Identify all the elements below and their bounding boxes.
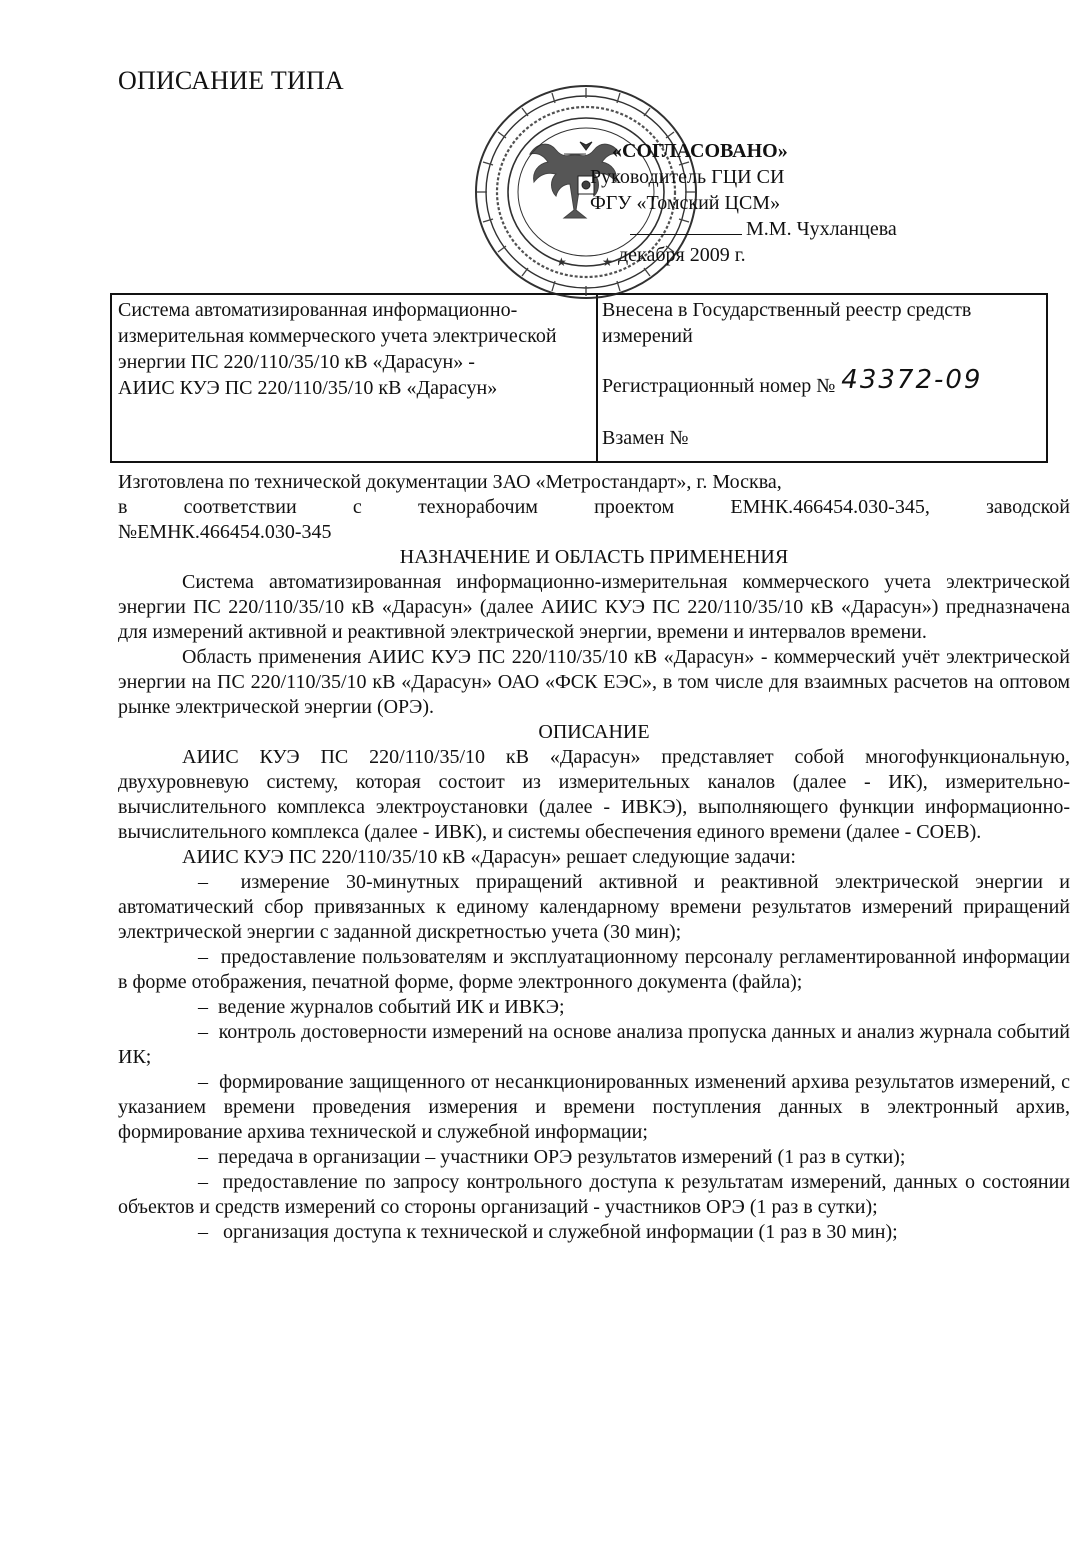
list-item-text: формирование защищенного от несанкционированных изменений архива результатов измерений, с указанием времени проведения измерения и времени поступления данных в электронный архив, формирование архива технической и служебной информации;: [118, 1071, 1070, 1143]
list-item: [118, 1070, 1070, 1145]
manufacture-line-3: №ЕМНК.466454.030-345: [118, 521, 332, 543]
approval-signature-line: [630, 216, 897, 242]
purpose-paragraph-1: Система автоматизированная информационно-измерительная коммерческого учета электрической энергии ПС 220/110/35/10 кВ «Дарасун» (далее АИИС КУЭ ПС 220/110/35/10 кВ «Дарасун») предназначена для измерений активной и реактивной электрической энергии, времени и интервалов времени.: [118, 571, 1070, 643]
approval-title: «СОГЛАСОВАНО»: [612, 140, 788, 162]
document-type-title: ОПИСАНИЕ ТИПА: [118, 66, 344, 95]
description-paragraph-2: АИИС КУЭ ПС 220/110/35/10 кВ «Дарасун» решает следующие задачи:: [182, 846, 796, 868]
list-dash: –: [198, 1221, 208, 1243]
system-short-name: АИИС КУЭ ПС 220/110/35/10 кВ «Дарасун»: [118, 377, 498, 399]
approval-signer: М.М. Чухланцева: [746, 218, 897, 240]
svg-text:★: ★: [556, 255, 567, 269]
list-item-text: контроль достоверности измерений на основе анализа пропуска данных и анализ журнала событий ИК;: [118, 1021, 1071, 1068]
list-item-text: ведение журналов событий ИК и ИВКЭ;: [218, 996, 565, 1018]
section-heading-description: ОПИСАНИЕ: [538, 721, 650, 743]
list-dash: –: [198, 1071, 208, 1093]
replaces-label: Взамен №: [602, 427, 689, 449]
list-item-text: предоставление пользователям и эксплуатационному персоналу регламентированной информации в форме отображения, печатной форме, форме электронного документа (файла);: [118, 946, 1070, 993]
section-heading-purpose: НАЗНАЧЕНИЕ И ОБЛАСТЬ ПРИМЕНЕНИЯ: [399, 546, 789, 568]
system-name-cell: [112, 295, 598, 461]
manufacture-info: [118, 470, 1070, 545]
document-body: [118, 470, 1070, 1245]
list-item: [118, 1220, 1070, 1245]
list-dash: –: [198, 946, 208, 968]
purpose-paragraph-2: Область применения АИИС КУЭ ПС 220/110/35/10 кВ «Дарасун» - коммерческий учёт электрической энергии на ПС 220/110/35/10 кВ «Дарасун» ОАО «ФСК ЕЭС», в том числе для взаимных расчетов на оптовом рынке электрической энергии (ОРЭ).: [118, 646, 1070, 718]
list-dash: –: [198, 1146, 208, 1168]
list-item: [118, 1170, 1070, 1220]
list-item: [118, 945, 1070, 995]
list-dash: –: [198, 1021, 208, 1043]
list-item-text: передача в организации – участники ОРЭ результатов измерений (1 раз в сутки);: [218, 1146, 906, 1168]
registry-cell: [598, 295, 1046, 461]
approval-position: Руководитель ГЦИ СИ: [590, 166, 785, 188]
list-dash: –: [198, 1171, 208, 1193]
registry-text: Внесена в Государственный реестр средств измерений: [602, 299, 972, 347]
list-item: [118, 995, 1070, 1020]
list-item-text: предоставление по запросу контрольного доступа к результатам измерений, данных о состоянии объектов и средств измерений со стороны организаций - участников ОРЭ (1 раз в сутки);: [118, 1171, 1070, 1218]
manufacture-line-2: в соответствии с технорабочим проектом ЕМНК.466454.030-345, заводской: [118, 496, 1070, 518]
list-item: [118, 1020, 1070, 1070]
registration-table: [110, 293, 1048, 463]
registration-label: Регистрационный номер №: [602, 375, 836, 397]
list-item-text: измерение 30-минутных приращений активной и реактивной электрической энергии и автоматический сбор привязанных к единому календарному времени результатов измерений приращений электрической энергии с заданной дискретностью учета (30 мин);: [118, 871, 1071, 943]
list-item-text: организация доступа к технической и служебной информации (1 раз в 30 мин);: [223, 1221, 898, 1243]
list-dash: –: [198, 871, 208, 893]
svg-text:★: ★: [602, 255, 613, 269]
approval-date: декабря 2009 г.: [618, 244, 746, 266]
approval-block: [590, 138, 897, 268]
list-dash: –: [198, 996, 208, 1018]
list-item: [118, 870, 1070, 945]
approval-organization: ФГУ «Томский ЦСМ»: [590, 192, 781, 214]
description-paragraph-1: АИИС КУЭ ПС 220/110/35/10 кВ «Дарасун» представляет собой многофункциональную, двухуровневую систему, которая состоит из измерительных каналов (далее - ИК), измерительно-вычислительного комплекса электроустановки (далее - ИВКЭ), выполняющего функции информационно-вычислительного комплекса (далее - ИВК), и системы обеспечения единого времени (далее - СОЕВ).: [118, 746, 1070, 843]
signature-blank: [630, 218, 742, 235]
system-name: Система автоматизированная информационно-измерительная коммерческого учета электрической энергии ПС 220/110/35/10 кВ «Дарасун» -: [118, 299, 557, 373]
registration-number: 43372-09: [841, 365, 983, 395]
list-item: [118, 1145, 1070, 1170]
registration-number-row: [602, 365, 983, 399]
manufacture-line-1: Изготовлена по технической документации ЗАО «Метростандарт», г. Москва,: [118, 471, 782, 493]
